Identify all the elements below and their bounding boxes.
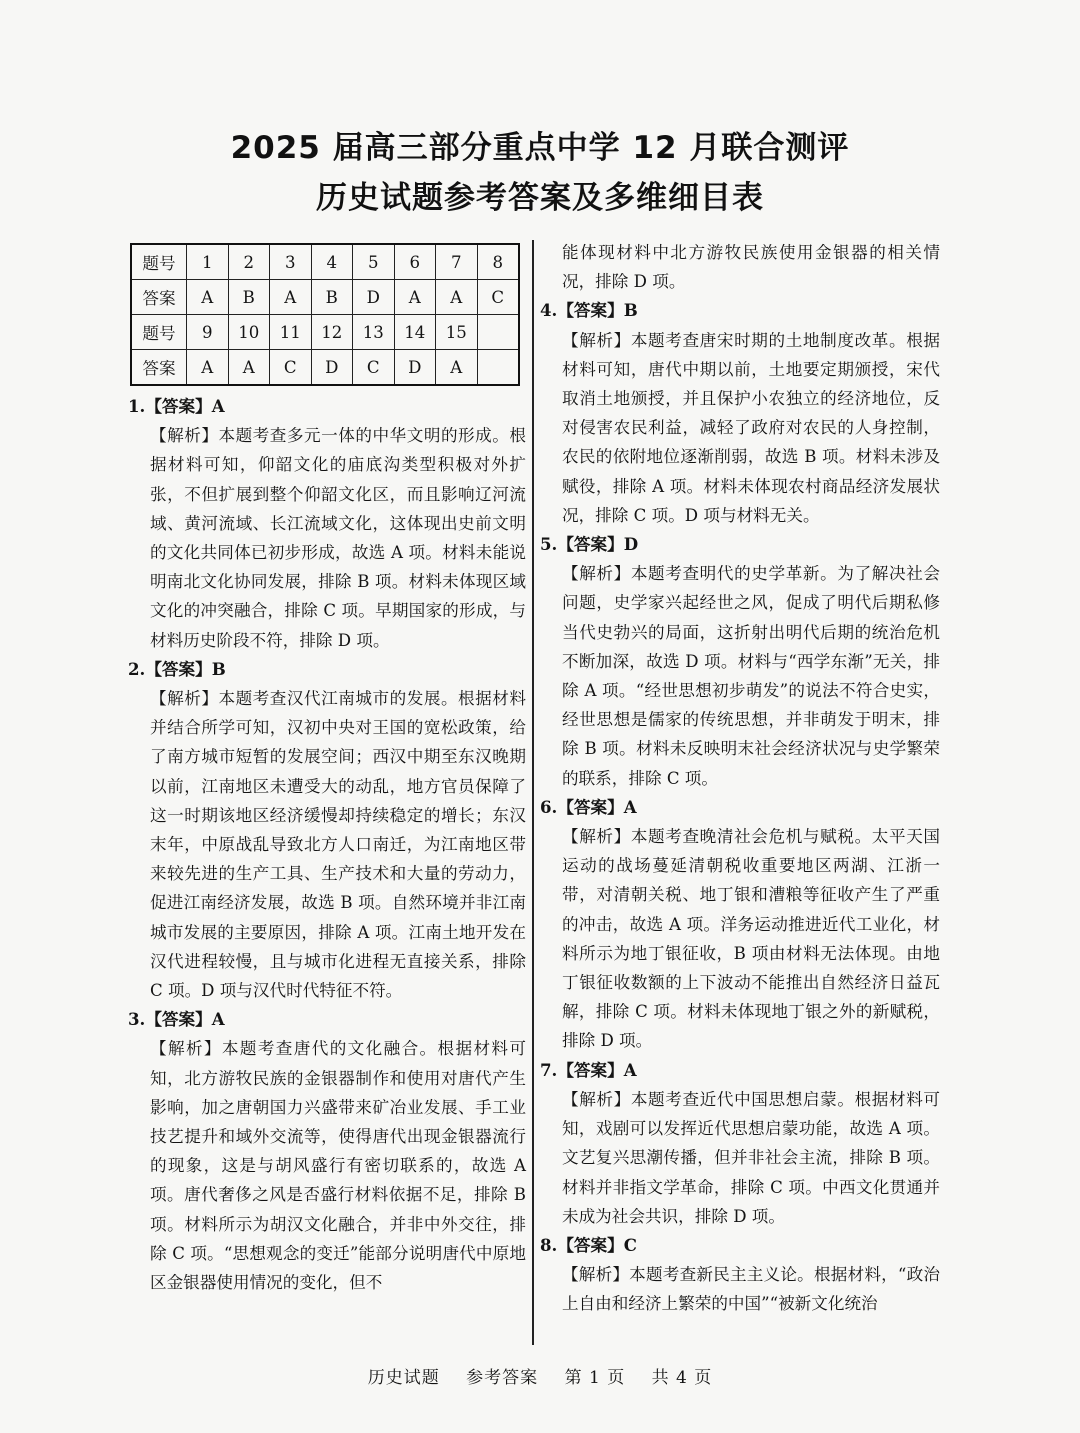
answer-item-heading: 1.【答案】A [128,396,225,416]
answer-table-cell [477,350,519,386]
right-column [540,238,940,1319]
answer-item [540,793,940,1056]
answer-table-cell: A [228,350,270,386]
page-footer [0,1363,1080,1388]
answer-table-cell: 11 [270,315,312,350]
answer-table-cell: 6 [394,244,436,280]
answer-table-cell: 5 [353,244,395,280]
answer-table-cell: 14 [394,315,436,350]
answer-item-explanation: 【解析】本题考查唐代的文化融合。根据材料可知，北方游牧民族的金银器制作和使用对唐代产生影响，加之唐朝国力兴盛带来矿冶业发展、手工业技艺提升和域外交流等，使得唐代出现金银器流行的现象，这是与胡风盛行有密切联系的，故选 A 项。唐代奢侈之风是否盛行材料依据不足，排除 B 项。材料所示为胡汉文化融合，并非中外交往，排除 C 项。“思想观念的变迁”能部分说明唐代中原地区金银器使用情况的变化，但不 [150,1039,526,1293]
answer-table-cell: 1 [187,244,229,280]
answer-item-explanation: 【解析】本题考查明代的史学革新。为了解决社会问题，史学家兴起经世之风，促成了明代后期私修当代史勃兴的局面，这折射出明代后期的统治危机不断加深，故选 D 项。材料与“西学东渐”无关，排除 A 项。“经世思想初步萌发”的说法不符合史实，经世思想是儒家的传统思想，并非萌发于明末，排除 B 项。材料未反映明末社会经济状况与史学繁荣的联系，排除 C 项。 [562,564,940,788]
answer-item [540,238,940,296]
answer-table-cell: A [436,350,478,386]
answer-table-cell: 7 [436,244,478,280]
answer-table [130,243,520,386]
page-title: 2025 届高三部分重点中学 12 月联合测评 [230,130,850,166]
answer-item-explanation: 【解析】本题考查晚清社会危机与赋税。太平天国运动的战场蔓延清朝税收重要地区两湖、江浙一带，对清朝关税、地丁银和漕粮等征收产生了严重的冲击，故选 A 项。洋务运动推进近代工业化，材料所示为地丁银征收，B 项由材料无法体现。由地丁银征收数额的上下波动不能推出自然经济日益瓦解，排除 C 项。材料未体现地丁银之外的新赋税，排除 D 项。 [562,827,940,1051]
answer-item [540,1231,940,1319]
answer-table-cell: 2 [228,244,270,280]
answer-item-heading: 3.【答案】A [128,1009,225,1030]
answer-item-explanation: 【解析】本题考查多元一体的中华文明的形成。根据材料可知，仰韶文化的庙底沟类型积极对外扩张，不但扩展到整个仰韶文化区，而且影响辽河流域、黄河流域、长江流域文化，这体现出史前文明的文化共同体已初步形成，故选 A 项。材料未能说明南北文化协同发展，排除 B 项。材料未体现区域文化的冲突融合，排除 C 项。早期国家的形成，与材料历史阶段不符，排除 D 项。 [150,426,526,650]
answer-item-explanation: 【解析】本题考查汉代江南城市的发展。根据材料并结合所学可知，汉初中央对王国的宽松政策，给了南方城市短暂的发展空间；西汉中期至东汉晚期以前，江南地区未遭受大的动乱，地方官员保障了这一时期该地区经济缓慢却持续稳定的增长；东汉末年，中原战乱导致北方人口南迁，为江南地区带来较先进的生产工具、生产技术和大量的劳动力，促进江南经济发展，故选 B 项。自然环境并非江南城市发展的主要原因，排除 A 项。江南土地开发在汉代进程较慢，且与城市化进程无直接关系，排除 C 项。D 项与汉代时代特征不符。 [150,689,526,1001]
answer-table-cell: 4 [311,244,353,280]
answer-table-cell: B [228,280,270,315]
answer-table-cell: A [436,280,478,315]
answer-table-cell: C [353,350,395,386]
answer-table-cell: 12 [311,315,353,350]
footer-doc-type: 参考答案 [466,1368,539,1388]
answer-item-heading: 2.【答案】B [128,658,226,679]
answer-table-cell: A [394,280,436,315]
answer-table-cell: C [270,350,312,386]
answer-item [540,296,940,530]
left-column [128,392,526,1297]
answer-table-cell: 8 [477,244,519,280]
answer-table-row [131,280,519,315]
answer-item-heading: 7.【答案】A [540,1059,637,1080]
answer-item [540,1056,940,1231]
footer-page-number: 第 1 页 [564,1368,626,1388]
answer-item [128,392,526,655]
answer-item-heading: 5.【答案】D [540,534,639,555]
footer-subject: 历史试题 [367,1368,440,1388]
answer-table-cell: A [270,280,312,315]
answer-table-cell: D [311,350,353,386]
answer-table-row-header: 题号 [131,244,187,280]
answer-table-cell: 13 [353,315,395,350]
answer-table-cell: 15 [436,315,478,350]
page-subtitle: 历史试题参考答案及多维细目表 [316,180,764,216]
answer-item [128,655,526,1005]
answer-item-explanation: 【解析】本题考查唐宋时期的土地制度改革。根据材料可知，唐代中期以前，土地要定期颁授，宋代取消土地颁授，并且保护小农独立的经济地位，反对侵害农民利益，减轻了政府对农民的人身控制，农民的依附地位逐渐削弱，故选 B 项。材料未涉及赋役，排除 A 项。材料未体现农村商品经济发展状况，排除 C 项。D 项与材料无关。 [562,330,940,525]
answer-table-cell: 9 [187,315,229,350]
answer-table-cell: D [394,350,436,386]
answer-table-cell: B [311,280,353,315]
answer-table-row-header: 答案 [131,350,187,386]
answer-table-row-header: 题号 [131,315,187,350]
column-divider [532,240,534,1345]
answer-item [128,1005,526,1297]
answer-table-cell: D [353,280,395,315]
answer-item-heading: 8.【答案】C [540,1234,637,1255]
footer-page-total: 共 4 页 [651,1368,713,1388]
answer-table-row [131,350,519,386]
answer-table-cell: A [187,350,229,386]
answer-item-explanation: 【解析】本题考查新民主主义论。根据材料，“政治上自由和经济上繁荣的中国”“被新文化统治 [562,1265,940,1314]
answer-table-row-header: 答案 [131,280,187,315]
answer-item [540,530,940,793]
answer-table-cell: 3 [270,244,312,280]
answer-table-cell [477,315,519,350]
answer-table-row [131,315,519,350]
answer-item-heading: 6.【答案】A [540,796,637,817]
answer-item-explanation: 【解析】本题考查近代中国思想启蒙。根据材料可知，戏剧可以发挥近代思想启蒙功能，故选 A 项。文艺复兴思潮传播，但并非社会主流，排除 B 项。材料并非指文学革命，排除 C 项。中西文化贯通并未成为社会共识，排除 D 项。 [562,1089,940,1226]
answer-table-cell: C [477,280,519,315]
answer-table-cell: 10 [228,315,270,350]
answer-table-cell: A [187,280,229,315]
answer-item-explanation: 能体现材料中北方游牧民族使用金银器的相关情况，排除 D 项。 [562,243,940,292]
answer-item-heading: 4.【答案】B [540,300,638,321]
answer-table-row [131,244,519,280]
